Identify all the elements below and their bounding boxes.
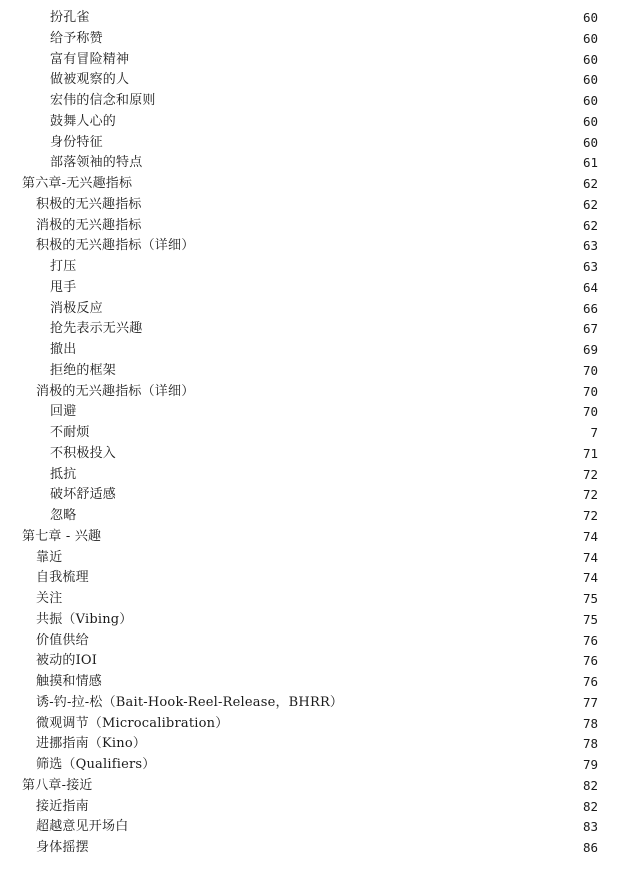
toc-entry-page-number: 70: [582, 362, 598, 378]
dot-leader: [91, 568, 572, 589]
toc-entry-page-number: 75: [582, 611, 598, 627]
toc-entry-title: 忽略: [50, 508, 77, 523]
toc-entry-title: 破坏舒适感: [50, 487, 117, 503]
toc-entry-page-number: 82: [582, 777, 598, 793]
toc-entry[interactable]: [0, 278, 625, 299]
toc-entry-title: 宏伟的信念和原则: [50, 93, 156, 108]
toc-entry[interactable]: [0, 755, 625, 776]
dot-leader: [134, 174, 572, 195]
toc-entry[interactable]: [0, 50, 625, 71]
toc-entry-page-number: 74: [582, 549, 598, 565]
toc-entry[interactable]: [0, 361, 625, 382]
toc-entry[interactable]: [0, 734, 625, 755]
toc-entry-title: 被动的IOI: [36, 653, 98, 669]
toc-entry-title: 触摸和情感: [36, 674, 103, 689]
dot-leader: [92, 8, 572, 29]
toc-entry[interactable]: [0, 236, 625, 257]
dot-leader: [144, 153, 572, 174]
dot-leader: [104, 672, 572, 693]
dot-leader: [78, 278, 572, 299]
toc-entry[interactable]: [0, 838, 625, 859]
toc-entry-title: 给予称赞: [50, 30, 103, 46]
toc-entry-title: 筛选（Qualifiers）: [36, 757, 156, 772]
toc-entry[interactable]: [0, 195, 625, 216]
toc-entry-page-number: 79: [582, 757, 598, 772]
toc-entry-page-number: 60: [582, 10, 598, 25]
toc-entry-title: 价值供给: [36, 632, 89, 648]
dot-leader: [118, 112, 572, 133]
dot-leader: [158, 91, 572, 112]
toc-entry[interactable]: [0, 506, 625, 527]
toc-entry-page-number: 61: [582, 155, 598, 171]
toc-entry[interactable]: [0, 8, 625, 29]
toc-entry-title: 抵抗: [50, 466, 77, 482]
dot-leader: [196, 236, 572, 257]
toc-entry-title: 超越意见开场白: [36, 819, 129, 835]
toc-entry[interactable]: [0, 651, 625, 672]
toc-entry-title: 做被观察的人: [50, 72, 130, 88]
toc-entry-title: 第六章-无兴趣指标: [22, 176, 133, 191]
toc-entry[interactable]: [0, 817, 625, 838]
toc-entry-page-number: 72: [582, 508, 598, 523]
dot-leader: [118, 444, 572, 465]
toc-entry-page-number: 70: [582, 404, 598, 420]
toc-entry-page-number: 60: [582, 51, 598, 67]
toc-entry[interactable]: [0, 174, 625, 195]
toc-entry-page-number: 75: [582, 591, 598, 606]
toc-entry-page-number: 71: [582, 445, 598, 461]
toc-entry-page-number: 63: [582, 259, 598, 274]
dot-leader: [144, 319, 572, 340]
toc-entry-page-number: 76: [582, 632, 598, 648]
toc-entry-title: 进挪指南（Kino）: [36, 736, 147, 752]
toc-entry[interactable]: [0, 423, 625, 444]
toc-entry[interactable]: [0, 693, 625, 714]
dot-leader: [64, 589, 572, 610]
toc-entry-page-number: 78: [582, 736, 598, 752]
toc-entry-title: 积极的无兴趣指标: [36, 196, 142, 212]
toc-entry-page-number: 74: [582, 570, 598, 586]
toc-entry-title: 不耐烦: [50, 425, 90, 440]
toc-entry[interactable]: [0, 112, 625, 133]
toc-entry-title: 打压: [50, 259, 77, 274]
dot-leader: [78, 465, 572, 486]
dot-leader: [196, 382, 572, 403]
dot-leader: [92, 423, 572, 444]
toc-entry-title: 自我梳理: [36, 570, 89, 586]
toc-entry-title: 撤出: [50, 342, 77, 357]
toc-entry-title: 拒绝的框架: [50, 362, 117, 378]
toc-entry-page-number: 72: [582, 466, 598, 482]
toc-entry-page-number: 67: [582, 321, 598, 337]
dot-leader: [144, 195, 572, 216]
toc-entry[interactable]: [0, 402, 625, 423]
toc-entry-title: 积极的无兴趣指标（详细）: [36, 238, 195, 254]
dot-leader: [103, 527, 572, 548]
dot-leader: [118, 485, 572, 506]
toc-entry-title: 富有冒险精神: [50, 51, 130, 67]
toc-entry-page-number: 86: [582, 840, 598, 855]
toc-entry-title: 不积极投入: [50, 445, 117, 461]
dot-leader: [131, 50, 572, 71]
toc-entry[interactable]: [0, 589, 625, 610]
toc-entry[interactable]: [0, 527, 625, 548]
toc-entry-page-number: 72: [582, 487, 598, 503]
toc-entry-title: 诱-钓-拉-松（Bait-Hook-Reel-Release，BHRR）: [36, 694, 344, 710]
toc-entry-title: 接近指南: [36, 798, 89, 814]
toc-entry[interactable]: [0, 444, 625, 465]
toc-entry-title: 部落领袖的特点: [50, 155, 143, 171]
dot-leader: [131, 70, 572, 91]
dot-leader: [91, 631, 572, 652]
toc-entry-page-number: 60: [582, 134, 598, 150]
toc-entry[interactable]: [0, 257, 625, 278]
toc-entry-title: 身份特征: [50, 134, 103, 150]
table-of-contents: [0, 8, 625, 859]
toc-entry-title: 甩手: [50, 279, 77, 295]
toc-entry-title: 扮孔雀: [50, 10, 90, 25]
dot-leader: [345, 693, 572, 714]
toc-entry-page-number: 62: [582, 196, 598, 212]
toc-entry-page-number: 60: [582, 72, 598, 88]
toc-entry-page-number: 76: [582, 674, 598, 689]
dot-leader: [135, 610, 573, 631]
toc-entry-page-number: 76: [582, 653, 598, 669]
toc-entry-page-number: 70: [582, 383, 598, 399]
dot-leader: [99, 651, 572, 672]
toc-entry-page-number: 60: [582, 30, 598, 46]
dot-leader: [95, 776, 572, 797]
toc-entry-page-number: 74: [582, 528, 598, 544]
dot-leader: [91, 838, 572, 859]
dot-leader: [91, 797, 572, 818]
toc-entry[interactable]: [0, 568, 625, 589]
toc-entry-page-number: 60: [582, 93, 598, 108]
toc-entry-title: 身体摇摆: [36, 840, 89, 855]
toc-entry-title: 抢先表示无兴趣: [50, 321, 143, 337]
toc-entry[interactable]: [0, 319, 625, 340]
dot-leader: [64, 548, 572, 569]
toc-entry[interactable]: [0, 153, 625, 174]
toc-entry-page-number: 66: [582, 300, 598, 316]
toc-entry[interactable]: [0, 610, 625, 631]
toc-entry-page-number: 69: [582, 342, 598, 357]
toc-entry[interactable]: [0, 465, 625, 486]
toc-entry[interactable]: [0, 714, 625, 735]
toc-entry-page-number: 64: [582, 279, 598, 295]
dot-leader: [105, 299, 572, 320]
toc-entry-title: 第七章 - 兴趣: [22, 528, 102, 544]
toc-entry[interactable]: [0, 216, 625, 237]
dot-leader: [130, 817, 572, 838]
toc-entry-title: 第八章-接近: [22, 777, 93, 793]
toc-entry-page-number: 62: [582, 176, 598, 191]
toc-entry-title: 关注: [36, 591, 63, 606]
dot-leader: [230, 714, 572, 735]
toc-entry[interactable]: [0, 133, 625, 154]
toc-entry-page-number: 78: [582, 715, 598, 731]
toc-entry[interactable]: [0, 91, 625, 112]
dot-leader: [78, 402, 572, 423]
toc-entry-title: 共振（Vibing）: [36, 611, 133, 627]
toc-entry-title: 微观调节（Microcalibration）: [36, 715, 229, 731]
dot-leader: [118, 361, 572, 382]
toc-entry[interactable]: [0, 631, 625, 652]
toc-entry-page-number: 60: [582, 113, 598, 129]
dot-leader: [78, 506, 572, 527]
dot-leader: [78, 257, 572, 278]
toc-entry[interactable]: [0, 70, 625, 91]
toc-entry-title: 消极反应: [50, 300, 103, 316]
dot-leader: [157, 755, 572, 776]
toc-entry-title: 消极的无兴趣指标（详细）: [36, 383, 195, 399]
toc-entry-page-number: 62: [582, 217, 598, 233]
toc-entry[interactable]: [0, 672, 625, 693]
toc-entry[interactable]: [0, 485, 625, 506]
toc-entry[interactable]: [0, 797, 625, 818]
toc-entry[interactable]: [0, 299, 625, 320]
toc-entry[interactable]: [0, 776, 625, 797]
dot-leader: [105, 29, 572, 50]
dot-leader: [105, 133, 572, 154]
toc-entry[interactable]: [0, 548, 625, 569]
toc-entry-page-number: 77: [582, 694, 598, 710]
dot-leader: [78, 340, 572, 361]
toc-entry[interactable]: [0, 340, 625, 361]
toc-entry-page-number: 82: [582, 798, 598, 814]
toc-entry[interactable]: [0, 382, 625, 403]
toc-entry-title: 消极的无兴趣指标: [36, 217, 142, 233]
toc-entry-title: 靠近: [36, 549, 63, 565]
toc-entry[interactable]: [0, 29, 625, 50]
toc-entry-page-number: 83: [582, 819, 598, 835]
toc-entry-page-number: 63: [582, 238, 598, 254]
toc-entry-title: 回避: [50, 404, 77, 420]
dot-leader: [144, 216, 572, 237]
toc-entry-page-number: 7: [590, 425, 598, 440]
dot-leader: [148, 734, 572, 755]
toc-entry-title: 鼓舞人心的: [50, 113, 117, 129]
